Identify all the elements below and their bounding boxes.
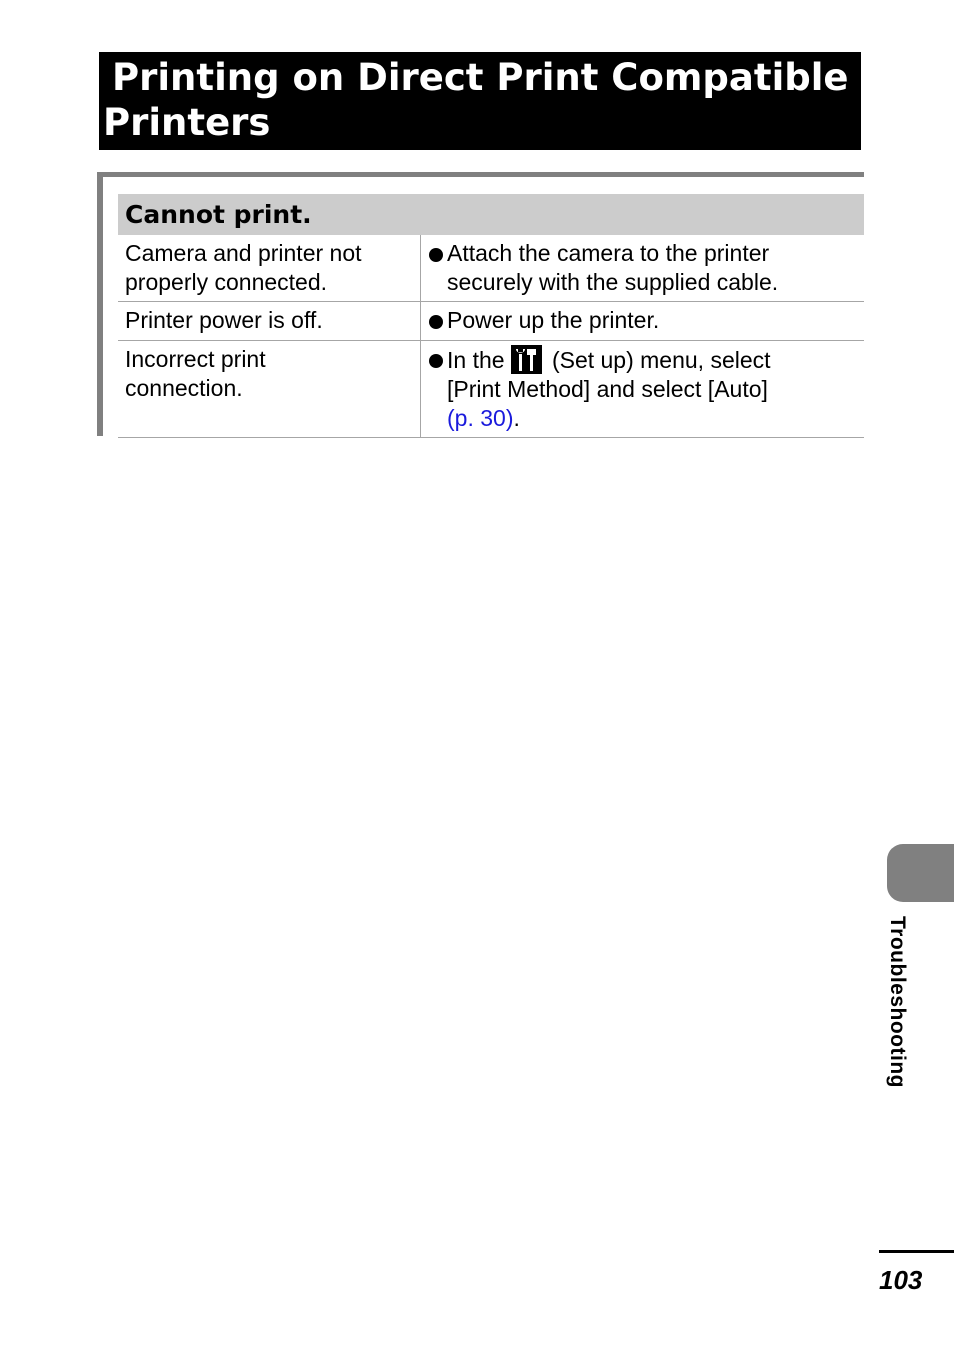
bullet-icon bbox=[429, 315, 443, 329]
cause-text: Incorrect print bbox=[125, 346, 266, 372]
remedy-text: In the bbox=[447, 347, 505, 373]
troubleshooting-section bbox=[97, 172, 864, 436]
page-reference-link[interactable]: (p. 30) bbox=[447, 405, 514, 431]
cause-cell bbox=[118, 341, 421, 437]
remedy-cell bbox=[421, 302, 864, 340]
chapter-label-text: Troubleshooting bbox=[886, 916, 909, 1088]
setup-menu-icon bbox=[511, 345, 542, 374]
remedy-text: securely with the supplied cable. bbox=[447, 269, 779, 295]
bullet-icon bbox=[429, 354, 443, 368]
page-title-line-1: Printing on Direct Print Compatible bbox=[112, 56, 849, 99]
remedy-item bbox=[429, 345, 864, 433]
remedy-cell bbox=[421, 235, 864, 301]
remedy-line bbox=[447, 345, 864, 375]
remedy-text: [Print Method] and select [Auto] bbox=[447, 376, 768, 402]
remedy-text: Attach the camera to the printer bbox=[447, 240, 770, 266]
page-number: 103 bbox=[879, 1265, 923, 1295]
page-title-line-2: Printers bbox=[103, 101, 271, 144]
cause-text: connection. bbox=[125, 375, 243, 401]
remedy-line bbox=[447, 404, 864, 433]
remedy-item bbox=[429, 239, 864, 297]
section-heading: Cannot print. bbox=[118, 194, 864, 235]
remedy-text: . bbox=[513, 405, 520, 431]
section-left-rule bbox=[97, 172, 103, 436]
cause-text: Printer power is off. bbox=[125, 307, 323, 333]
bullet-icon bbox=[429, 248, 443, 262]
remedy-text: (Set up) menu, select bbox=[551, 347, 771, 373]
remedy-text: Power up the printer. bbox=[447, 307, 660, 333]
remedy-cell bbox=[421, 341, 864, 437]
cause-cell bbox=[118, 235, 421, 301]
remedy-item bbox=[429, 306, 864, 335]
chapter-tab bbox=[887, 844, 954, 902]
page-title bbox=[99, 52, 861, 150]
chapter-label bbox=[878, 916, 942, 1116]
section-top-rule bbox=[97, 172, 864, 177]
troubleshooting-table bbox=[118, 235, 864, 438]
table-row bbox=[118, 341, 864, 438]
page-number-rule bbox=[879, 1250, 954, 1253]
table-row bbox=[118, 302, 864, 341]
cause-text: Camera and printer not bbox=[125, 240, 362, 266]
table-row bbox=[118, 235, 864, 302]
cause-text: properly connected. bbox=[125, 269, 328, 295]
cause-cell bbox=[118, 302, 421, 340]
